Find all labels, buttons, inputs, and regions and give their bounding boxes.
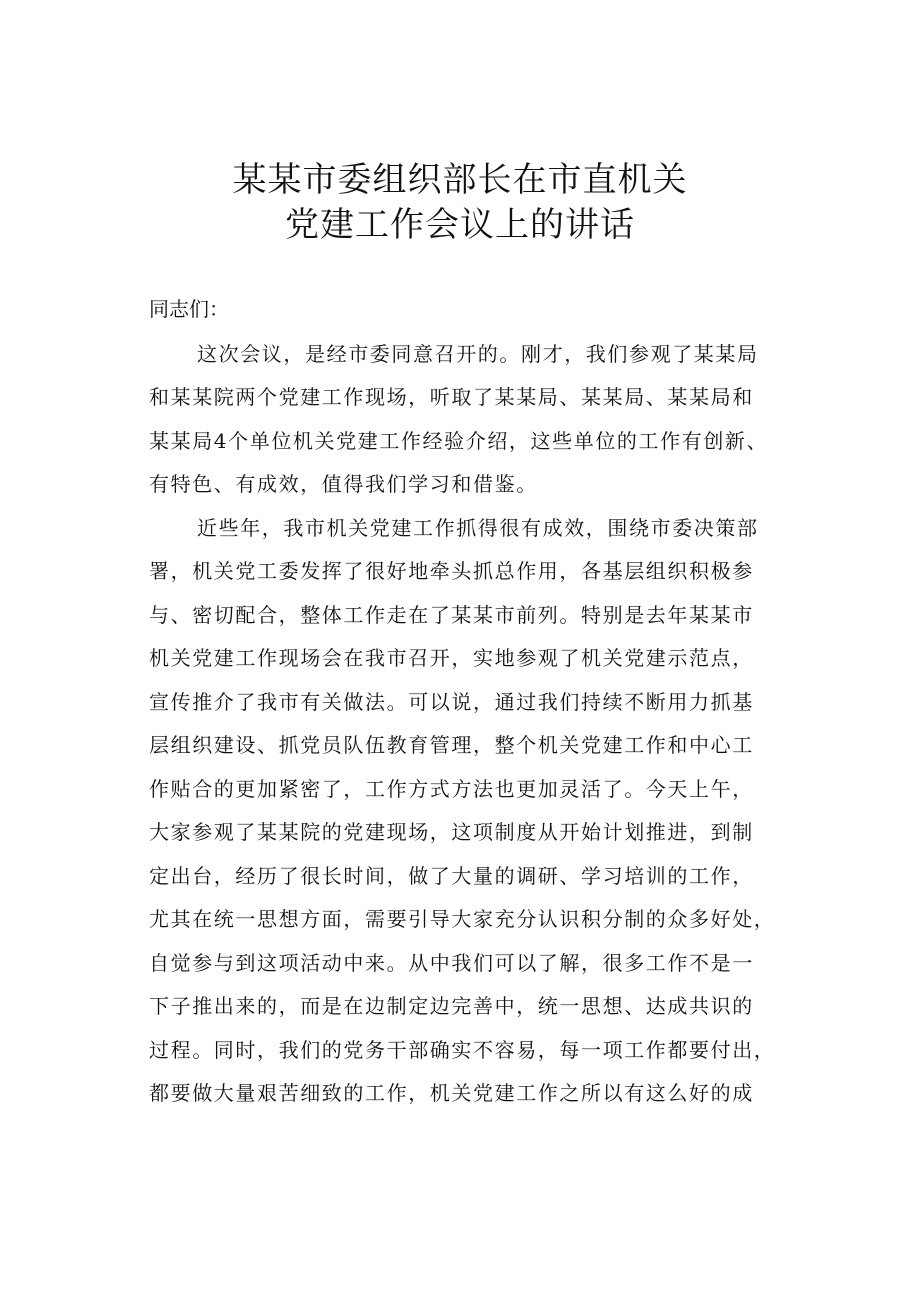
paragraph-2-line: 都要做大量艰苦细致的工作，机关党建工作之所以有这么好的成: [149, 1081, 754, 1105]
paragraph-1-line: 某某局4个单位机关党建工作经验介绍，这些单位的工作有创新、: [149, 429, 769, 453]
paragraph-2-line: 层组织建设、抓党员队伍教育管理，整个机关党建工作和中心工: [149, 733, 754, 757]
paragraph-1-line: 和某某院两个党建工作现场，听取了某某局、某某局、某某局和: [149, 385, 754, 409]
paragraph-1-line: 这次会议，是经市委同意召开的。刚才，我们参观了某某局: [197, 342, 759, 366]
paragraph-2-line: 过程。同时，我们的党务干部确实不容易，每一项工作都要付出，: [149, 1038, 776, 1062]
title-line-2: 党建工作会议上的讲话: [285, 205, 635, 245]
paragraph-2-line: 署，机关党工委发挥了很好地牵头抓总作用，各基层组织积极参: [149, 559, 754, 583]
title-line-1: 某某市委组织部长在市直机关: [232, 160, 688, 200]
paragraph-2-line: 作贴合的更加紧密了，工作方式方法也更加灵活了。今天上午，: [149, 777, 754, 801]
paragraph-2-line: 宣传推介了我市有关做法。可以说，通过我们持续不断用力抓基: [149, 690, 754, 714]
paragraph-2-line: 大家参观了某某院的党建现场，这项制度从开始计划推进，到制: [149, 820, 754, 844]
paragraph-2-line: 近些年，我市机关党建工作抓得很有成效，围绕市委决策部: [197, 516, 759, 540]
paragraph-1-line: 有特色、有成效，值得我们学习和借鉴。: [149, 472, 538, 496]
salutation: 同志们：: [149, 297, 229, 321]
paragraph-2-line: 与、密切配合，整体工作走在了某某市前列。特别是去年某某市: [149, 603, 754, 627]
paragraph-2-line: 下子推出来的，而是在边制定边完善中，统一思想、达成共识的: [149, 994, 754, 1018]
paragraph-2-line: 机关党建工作现场会在我市召开，实地参观了机关党建示范点，: [149, 646, 754, 670]
paragraph-2-line: 定出台，经历了很长时间，做了大量的调研、学习培训的工作，: [149, 864, 754, 888]
paragraph-2-line: 自觉参与到这项活动中来。从中我们可以了解，很多工作不是一: [149, 951, 754, 975]
paragraph-2-line: 尤其在统一思想方面，需要引导大家充分认识积分制的众多好处，: [149, 907, 776, 931]
